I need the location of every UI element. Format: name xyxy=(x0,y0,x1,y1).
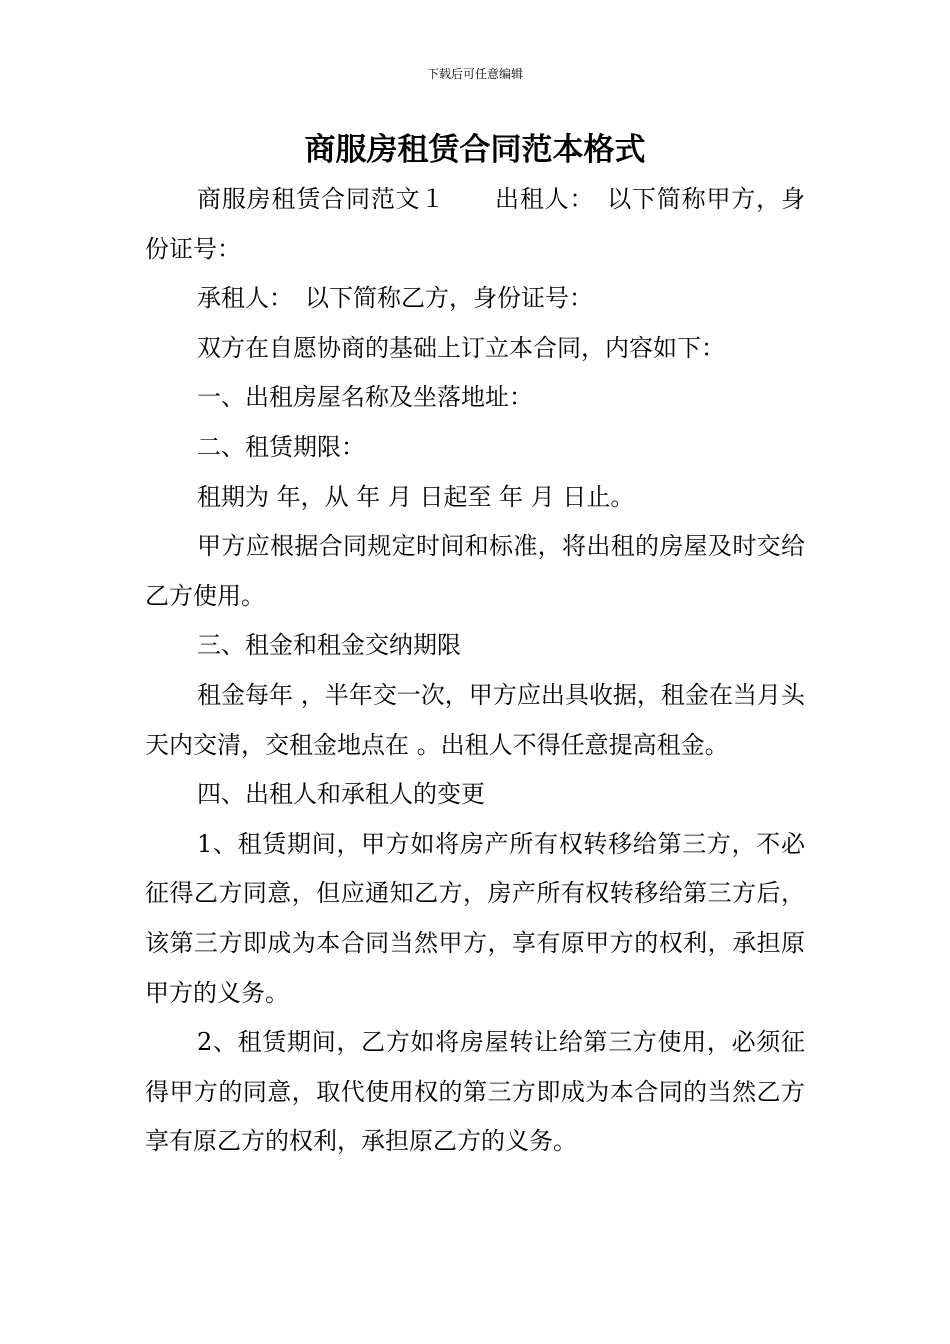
paragraph-rent-terms: 租金每年 ，半年交一次，甲方应出具收据，租金在当月头 天内交清，交租金地点在 。出租人不得任意提高租金。 xyxy=(145,680,805,759)
section-heading-term: 二、租赁期限： xyxy=(197,432,365,461)
paragraph-term-dates: 租期为 年，从 年 月 日起至 年 月 日止。 xyxy=(197,482,635,511)
clause-2-lessee-transfer: 2、租赁期间，乙方如将房屋转让给第三方使用，必须征得甲方的同意，取代使用权的第三方即成为本合同的当然乙方享有原乙方的权利，承担原乙方的义务。 xyxy=(145,1028,805,1156)
contract-body xyxy=(145,175,805,1167)
section-heading-address: 一、出租房屋名称及坐落地址： xyxy=(197,383,533,412)
section-heading-changes: 四、出租人和承租人的变更 xyxy=(197,780,485,809)
paragraph-handover: 甲方应根据合同规定时间和标准，将出租的房屋及时交给乙方使用。 xyxy=(145,532,805,610)
paragraph-lessee: 承租人： 以下简称乙方，身份证号： xyxy=(197,284,593,313)
document-title: 商服房租赁合同范本格式 xyxy=(304,132,646,168)
header-note: 下载后可任意编辑 xyxy=(426,67,523,81)
clause-1-lessor-transfer: 1、租赁期间，甲方如将房产所有权转移给第三方，不必征得乙方同意，但应通知乙方，房产所有权转移给第三方后，该第三方即成为本合同当然甲方，享有原甲方的权利，承担原甲方的义务。 xyxy=(145,829,805,1007)
paragraph-agreement: 双方在自愿协商的基础上订立本合同，内容如下： xyxy=(197,333,725,362)
section-heading-rent: 三、租金和租金交纳期限 xyxy=(197,631,461,660)
paragraph-intro-lessor: 商服房租赁合同范文１ 出租人： 以下简称甲方，身份证号： xyxy=(145,185,805,263)
